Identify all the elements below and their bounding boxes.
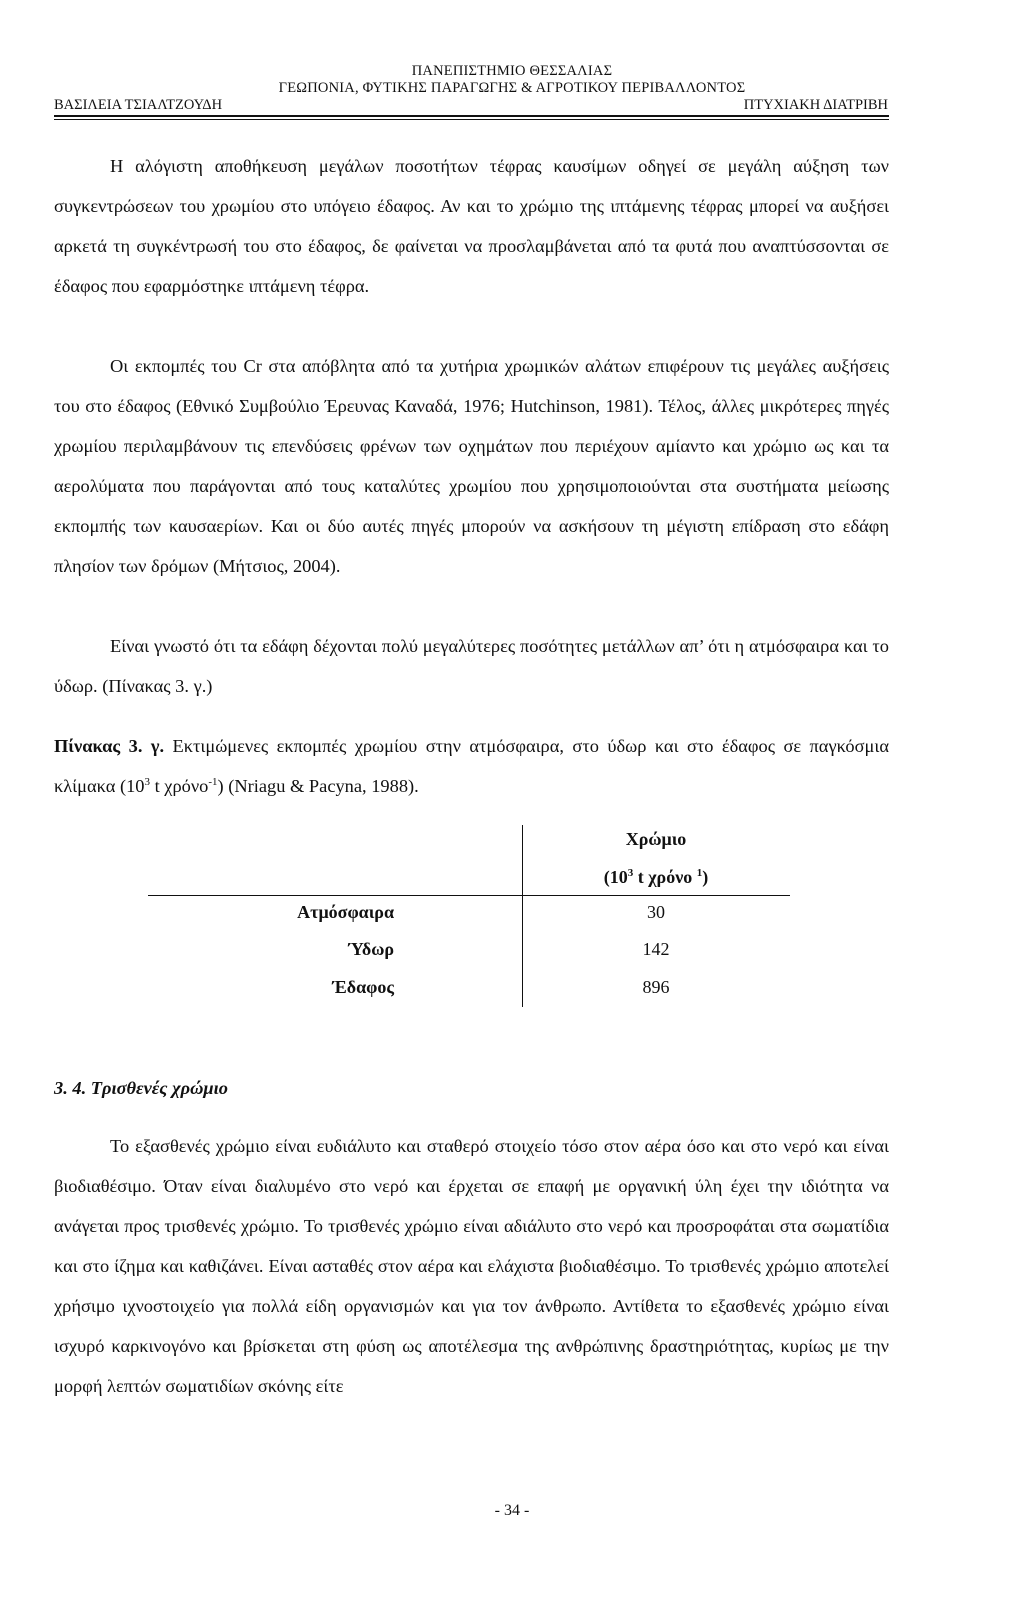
table-row-label-soil: Έδαφος — [332, 977, 394, 997]
table-caption-text-c: ) (Nriagu & Pacyna, 1988). — [217, 776, 419, 796]
table-row-value-atmosphere: 30 — [647, 902, 665, 922]
table-caption-sup2: -1 — [208, 775, 218, 788]
header-doc-type: ΠΤΥΧΙΑΚΗ ΔΙΑΤΡΙΒΗ — [743, 97, 888, 113]
header-rule-thick — [54, 115, 889, 117]
table-row-value-water: 142 — [642, 939, 670, 959]
paragraph-fly-ash: Η αλόγιστη αποθήκευση μεγάλων ποσοτήτων τέφρας καυσίμων οδηγεί σε μεγάλη αύξηση των συγκεντρώσεων του χρωμίου στο υπόγειο έδαφος. Αν και το χρώμιο της ιπτάμενης τέφρας μπορεί να αυξήσει αρκετά τη συγκέντρωσή του στο έδαφος, δε φαίνεται να προσλαμβάνεται από τα φυτά που αναπτύσσονται σε έδαφος που εφαρμόστηκε ιπτάμενη τέφρα. — [54, 156, 889, 296]
unit-sup1: 3 — [627, 867, 634, 879]
unit-sup2: 1 — [696, 867, 703, 879]
unit-text-b: t χρόνο — [633, 867, 697, 887]
header-author: ΒΑΣΙΛΕΙΑ ΤΣΙΑΛΤΖΟΥΔΗ — [54, 97, 223, 113]
header-rule-thin — [54, 119, 889, 120]
table-caption-sup1: 3 — [144, 775, 150, 788]
header-department: ΓΕΩΠΟΝΙΑ, ΦΥΤΙΚΗΣ ΠΑΡΑΓΩΓΗΣ & ΑΓΡΟΤΙΚΟΥ ΠΕΡΙΒΑΛΛΟΝΤΟΣ — [278, 80, 746, 96]
table-caption-text-b: t χρόνο — [149, 776, 209, 796]
unit-text-c: ) — [702, 867, 709, 887]
table-row-label-water: Ύδωρ — [348, 939, 394, 959]
table-caption-label: Πίνακας 3. γ. — [54, 736, 165, 756]
page-number: - 34 - — [494, 1502, 530, 1519]
page-header — [0, 0, 1024, 130]
unit-text-a: (10 — [603, 867, 628, 887]
paragraph-trivalent-chromium: Το εξασθενές χρώμιο είναι ευδιάλυτο και σταθερό στοιχείο τόσο στον αέρα όσο και στο νερό και είναι βιοδιαθέσιμο. Όταν είναι διαλυμένο στο νερό και έρχεται σε επαφή με οργανική ύλη έχει την ιδιότητα να ανάγεται προς τρισθενές χρώμιο. Το τρισθενές χρώμιο είναι αδιάλυτο στο νερό και προσροφάται στα σωματίδια και στο ίζημα και καθιζάνει. Είναι ασταθές στον αέρα και ελάχιστα βιοδιαθέσιμο. Το τρισθενές χρώμιο αποτελεί χρήσιμο ιχνοστοιχείο για πολλά είδη οργανισμών και για τον άνθρωπο. Αντίθετα το εξασθενές χρώμιο είναι ισχυρό καρκινογόνο και βρίσκεται στη φύση ως αποτέλεσμα της ανθρώπινης δραστηριότητας, κυρίως με την μορφή λεπτών σωματιδίων σκόνης είτε — [54, 1136, 889, 1396]
table-column-unit — [522, 867, 790, 887]
table-caption — [54, 726, 889, 806]
table-caption-text-a: Εκτιμώμενες εκπομπές χρωμίου στην ατμόσφαιρα, στο ύδωρ και στο έδαφος σε παγκόσμια κλίμακα (10 — [54, 736, 889, 796]
table-column-header: Χρώμιο — [625, 829, 687, 849]
paragraph-emissions: Οι εκπομπές του Cr στα απόβλητα από τα χυτήρια χρωμικών αλάτων επιφέρουν τις μεγάλες αυξήσεις του στο έδαφος (Εθνικό Συμβούλιο Έρευνας Καναδά, 1976; Hutchinson, 1981). Τέλος, άλλες μικρότερες πηγές χρωμίου περιλαμβάνουν τις επενδύσεις φρένων των οχημάτων που περιέχουν αμίαντο και χρώμιο ως και τα αερολύματα που παράγονται από τους καταλύτες χρωμίου που χρησιμοποιούνται στα συστήματα μείωσης εκπομπής των καυσαερίων. Και οι δύο αυτές πηγές μπορούν να ασκήσουν τη μέγιστη επίδραση στο εδάφη πλησίον των δρόμων (Μήτσιος, 2004). — [54, 356, 889, 576]
table-row-label-atmosphere: Ατμόσφαιρα — [297, 902, 394, 922]
paragraph-soil-metals: Είναι γνωστό ότι τα εδάφη δέχονται πολύ μεγαλύτερες ποσότητες μετάλλων απ’ ότι η ατμόσφαιρα και το ύδωρ. (Πίνακας 3. γ.) — [54, 636, 889, 696]
table-row-value-soil: 896 — [642, 977, 670, 997]
header-university: ΠΑΝΕΠΙΣΤΗΜΙΟ ΘΕΣΣΑΛΙΑΣ — [411, 63, 613, 79]
section-title: 3. 4. Τρισθενές χρώμιο — [54, 1078, 228, 1098]
table-horizontal-rule — [148, 895, 790, 896]
